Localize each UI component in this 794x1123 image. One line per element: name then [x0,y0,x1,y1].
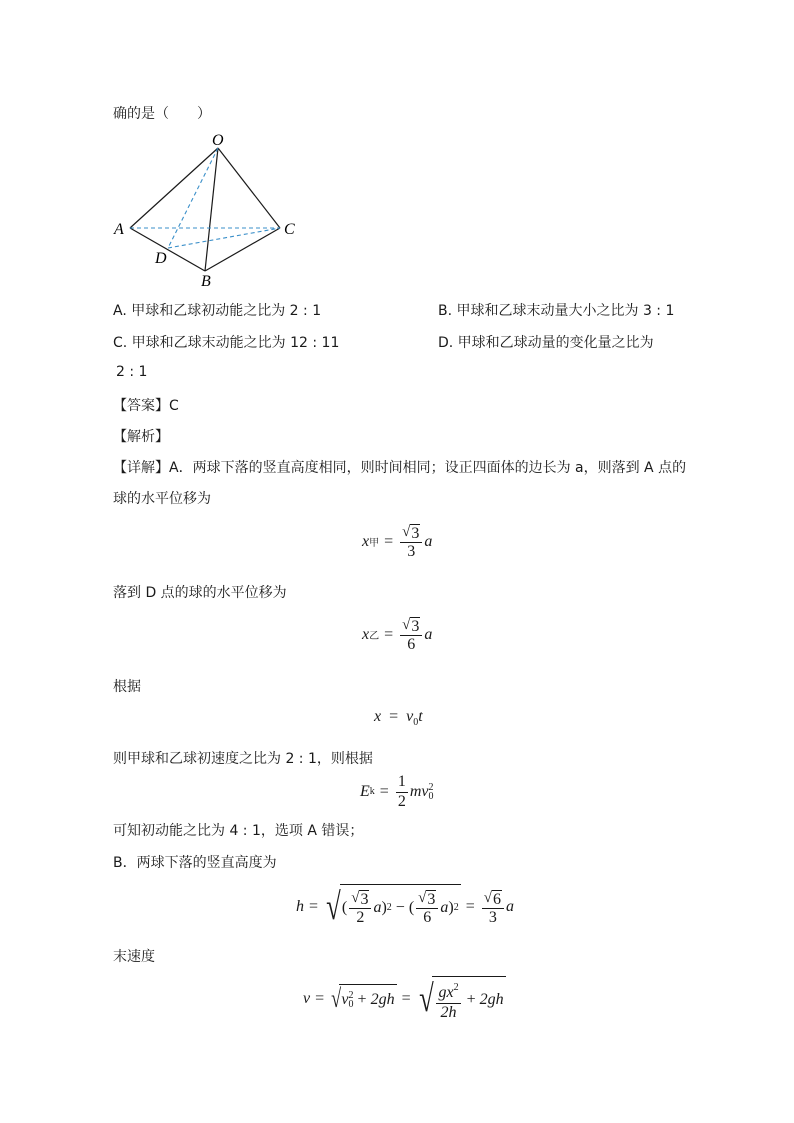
x-yi-fraction: √ 3 6 [400,615,422,654]
formula-x-vt [374,708,423,728]
detail-line-7: B．两球下落的竖直高度为 [113,855,277,871]
ek-lhs: E [360,782,370,800]
option-a: A. 甲球和乙球初动能之比为 2 : 1 [113,303,322,319]
h-eq2: = [465,898,475,915]
v-v0sub: 0 [348,998,354,1010]
ek-num: 1 [396,772,408,793]
x-yi-sub: 乙 [369,631,380,642]
v-eq2: = [401,990,411,1007]
detail-line-5: 则甲球和乙球初速度之比为 2 : 1，则根据 [113,751,373,767]
x-yi-den: 6 [407,636,416,653]
detail-line-3: 落到 D 点的球的水平位移为 [113,585,287,601]
x-jia-lhs: x [362,532,370,550]
ek-m: m [409,782,422,800]
v-root-2: √ $\frac{gx^2}{2h}$ + 2gh [418,978,504,1021]
h-minus: − [395,898,405,916]
v-2h: 2h [440,1003,457,1021]
x-vt-t: t [418,708,423,725]
answer-value: C [169,398,179,414]
h-eq: = [309,898,319,915]
h-r2num: 3 [427,891,436,908]
x-vt-v: v [406,708,414,725]
edge-ab [130,228,205,271]
h-a2: a [440,898,449,916]
v-2gh-2: 2gh [479,990,504,1008]
x-jia-sub: 甲 [369,538,380,549]
v-eq: = [315,990,325,1007]
x-yi-eq: = [384,625,394,643]
formula-h [296,884,514,930]
detail-line-1: 【详解】A．两球下落的竖直高度相同，则时间相同；设正四面体的边长为 a，则落到 A 点的 [113,460,687,476]
edge-od-dashed [168,148,218,248]
x-vt-lhs: x [374,708,382,725]
x-yi-var: a [424,625,433,643]
h-sq2: 2 [453,902,459,913]
v-lhs: v [303,990,311,1007]
ek-fraction [396,772,408,811]
h-sq1: 2 [386,902,392,913]
option-c: C. 甲球和乙球末动能之比为 12 : 11 [113,335,340,351]
v-plus-2: + [466,990,476,1008]
v-v0sup: 2 [348,989,354,1001]
x-vt-eq: = [389,708,399,725]
x-jia-eq: = [384,532,394,550]
h-a3: a [505,898,514,915]
option-d: D. 甲球和乙球动量的变化量之比为 [438,335,654,351]
detail-line-8: 末速度 [113,949,155,965]
detail-line-4: 根据 [113,679,141,695]
x-jia-fraction: √ 3 3 [400,522,422,561]
v-2gh-1: 2gh [370,990,395,1008]
h-rnum: 6 [492,890,501,908]
v-plus-1: + [357,990,367,1008]
analysis-tag: 【解析】 [113,429,169,445]
edge-oa [130,148,218,228]
h-r1num: 3 [360,891,369,908]
x-yi-lhs: x [362,625,370,643]
answer-tag: 【答案】 [113,398,169,414]
ek-sub: k [369,786,375,797]
v-v0: v [341,990,349,1008]
ek-eq: = [379,782,389,800]
question-tail: 确的是（ ） [113,106,211,122]
h-root: √ ( √ 3 2 a ) 2 − ( √ 3 6 a ) 2 [326,886,459,928]
formula-x-jia [362,522,432,561]
edge-ob [205,148,218,271]
x-jia-var: a [424,532,433,550]
h-result-fraction: √ 6 3 [482,888,504,927]
h-lhs: h [296,898,304,915]
h-a1: a [373,898,382,916]
v-gxsup: 2 [453,981,459,993]
h-rden: 3 [488,908,497,926]
formula-ek [360,772,433,811]
ek-vsub: 0 [428,790,434,802]
v-root-1: √ v 2 0 + 2gh [331,984,395,1013]
answer-line [113,395,179,415]
label-o: O [212,132,224,149]
detail-line-2: 球的水平位移为 [113,491,211,507]
x-vt-sub: 0 [413,717,419,728]
edge-bc [205,228,280,271]
label-d: D [155,250,167,267]
ek-den: 2 [397,793,406,810]
detail-line-6: 可知初动能之比为 4 : 1，选项 A 错误； [113,823,364,839]
tetrahedron-figure [108,130,308,290]
label-b: B [201,273,211,290]
h-r1den: 2 [356,909,365,926]
edge-oc [218,148,280,228]
option-b: B. 甲球和乙球末动量大小之比为 3 : 1 [438,303,675,319]
formula-v [303,976,506,1022]
x-yi-num: 3 [411,618,420,635]
ek-v: v [421,782,429,800]
v-gx: gx [438,983,454,1001]
label-a: A [114,221,124,238]
h-r2den: 6 [423,909,432,926]
x-jia-den: 3 [407,543,416,560]
formula-x-yi [362,615,432,654]
label-c: C [284,221,295,238]
x-jia-num: 3 [411,525,420,542]
option-d-continued: 2 : 1 [116,364,148,380]
ek-vsup: 2 [428,781,434,793]
